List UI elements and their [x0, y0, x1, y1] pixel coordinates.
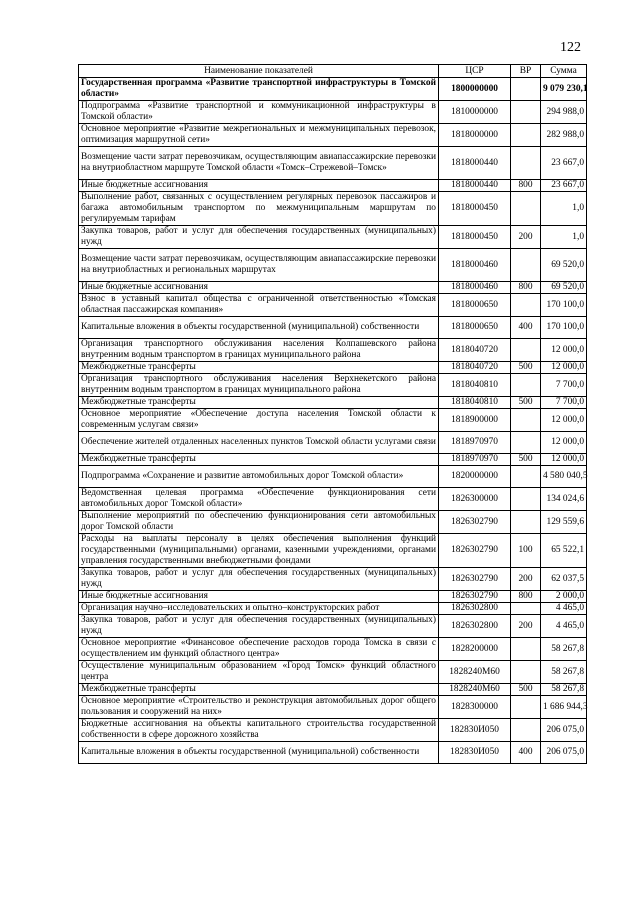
cell-code: 1818000460 [439, 282, 511, 294]
table-row [79, 294, 587, 317]
cell-code: 1818040810 [439, 397, 511, 409]
cell-code: 1818040720 [439, 339, 511, 362]
cell-vr [511, 294, 541, 317]
cell-vr [511, 432, 541, 454]
cell-sum: 12 000,0 [541, 339, 587, 362]
table-row [79, 661, 587, 684]
cell-code: 1826302790 [439, 511, 511, 534]
table-row [79, 226, 587, 249]
table-row [79, 432, 587, 454]
cell-vr [511, 511, 541, 534]
header-name: Наименование показателей [79, 65, 439, 78]
cell-code: 1820000000 [439, 466, 511, 488]
cell-name: Основное мероприятие «Развитие межрегиональных и межмуниципальных перевозок, оптимизация маршрутной сети» [79, 124, 439, 147]
cell-sum: 4 465,0 [541, 615, 587, 638]
cell-name: Взнос в уставный капитал общества с ограниченной ответственностью «Томская областная пассажирская компания» [79, 294, 439, 317]
cell-sum: 23 667,0 [541, 180, 587, 192]
cell-code: 1828200000 [439, 638, 511, 661]
cell-name: Организация транспортного обслуживания населения Верхнекетского района внутренним водным транспортом в границах муниципального района [79, 374, 439, 397]
cell-vr [511, 696, 541, 719]
cell-sum: 134 024,6 [541, 488, 587, 511]
cell-sum: 1,0 [541, 226, 587, 249]
table-row [79, 147, 587, 180]
cell-sum: 62 037,5 [541, 568, 587, 591]
cell-name: Иные бюджетные ассигнования [79, 282, 439, 294]
cell-vr: 500 [511, 454, 541, 466]
table-row [79, 591, 587, 603]
table-row [79, 409, 587, 432]
cell-name: Закупка товаров, работ и услуг для обеспечения государственных (муниципальных) нужд [79, 615, 439, 638]
table-row [79, 282, 587, 294]
table-row [79, 568, 587, 591]
cell-name: Закупка товаров, работ и услуг для обеспечения государственных (муниципальных) нужд [79, 568, 439, 591]
cell-vr [511, 603, 541, 615]
cell-sum: 170 100,0 [541, 317, 587, 339]
cell-code: 1818970970 [439, 432, 511, 454]
cell-vr [511, 638, 541, 661]
cell-name: Подпрограмма «Развитие транспортной и коммуникационной инфраструктуры в Томской области» [79, 101, 439, 124]
cell-code: 1810000000 [439, 101, 511, 124]
cell-code: 1818000450 [439, 192, 511, 226]
table-row [79, 742, 587, 764]
cell-vr: 200 [511, 568, 541, 591]
table-body [79, 78, 587, 764]
cell-code: 1818970970 [439, 454, 511, 466]
cell-name: Межбюджетные трансферты [79, 684, 439, 696]
cell-vr [511, 78, 541, 101]
cell-code: 1818000440 [439, 147, 511, 180]
cell-vr [511, 101, 541, 124]
cell-sum: 1 686 944,3 [541, 696, 587, 719]
cell-name: Иные бюджетные ассигнования [79, 591, 439, 603]
cell-code: 1828240М60 [439, 661, 511, 684]
cell-vr [511, 719, 541, 742]
cell-sum: 58 267,8 [541, 684, 587, 696]
header-vr: ВР [511, 65, 541, 78]
cell-sum: 9 079 230,1 [541, 78, 587, 101]
header-code: ЦСР [439, 65, 511, 78]
cell-vr: 800 [511, 282, 541, 294]
cell-sum: 12 000,0 [541, 432, 587, 454]
table-row [79, 488, 587, 511]
cell-sum: 12 000,0 [541, 409, 587, 432]
table-row [79, 362, 587, 374]
cell-sum: 206 075,0 [541, 742, 587, 764]
table-row [79, 397, 587, 409]
cell-sum: 206 075,0 [541, 719, 587, 742]
cell-vr [511, 147, 541, 180]
cell-vr: 400 [511, 742, 541, 764]
cell-vr [511, 124, 541, 147]
cell-name: Межбюджетные трансферты [79, 454, 439, 466]
cell-sum: 69 520,0 [541, 282, 587, 294]
table-row [79, 101, 587, 124]
table-row [79, 124, 587, 147]
cell-name: Организация транспортного обслуживания населения Колпашевского района внутренним водным транспортом в границах муниципального района [79, 339, 439, 362]
cell-sum: 69 520,0 [541, 249, 587, 282]
cell-sum: 12 000,0 [541, 362, 587, 374]
cell-code: 1828240М60 [439, 684, 511, 696]
table-row [79, 339, 587, 362]
cell-sum: 129 559,6 [541, 511, 587, 534]
cell-vr: 200 [511, 615, 541, 638]
cell-name: Выполнение мероприятий по обеспечению функционирования сети автомобильных дорог Томской области [79, 511, 439, 534]
cell-name: Капитальные вложения в объекты государственной (муниципальной) собственности [79, 317, 439, 339]
table-row [79, 454, 587, 466]
table-row [79, 317, 587, 339]
cell-name: Ведомственная целевая программа «Обеспечение функционирования сети автомобильных дорог Томской области» [79, 488, 439, 511]
cell-sum: 23 667,0 [541, 147, 587, 180]
cell-code: 1828300000 [439, 696, 511, 719]
cell-code: 1818000650 [439, 317, 511, 339]
cell-name: Иные бюджетные ассигнования [79, 180, 439, 192]
cell-name: Основное мероприятие «Строительство и реконструкция автомобильных дорог общего пользования и сооружений на них» [79, 696, 439, 719]
cell-code: 182830И050 [439, 742, 511, 764]
cell-sum: 1,0 [541, 192, 587, 226]
cell-name: Организация научно–исследовательских и опытно–конструкторских работ [79, 603, 439, 615]
cell-name: Закупка товаров, работ и услуг для обеспечения государственных (муниципальных) нужд [79, 226, 439, 249]
table-header-row [79, 65, 587, 78]
cell-vr [511, 339, 541, 362]
table-row [79, 180, 587, 192]
cell-vr [511, 466, 541, 488]
table-row [79, 374, 587, 397]
cell-vr: 800 [511, 591, 541, 603]
cell-vr [511, 661, 541, 684]
cell-vr [511, 374, 541, 397]
cell-code: 1818000650 [439, 294, 511, 317]
cell-code: 1800000000 [439, 78, 511, 101]
table-row [79, 638, 587, 661]
budget-table [78, 64, 587, 764]
cell-name: Расходы на выплаты персоналу в целях обеспечения выполнения функций государственными (муниципальными) органами, казенными учреждениями, органами управления государственными внебюджетными фондами [79, 534, 439, 568]
cell-vr: 500 [511, 397, 541, 409]
cell-sum: 7 700,0 [541, 397, 587, 409]
cell-vr: 800 [511, 180, 541, 192]
cell-vr: 100 [511, 534, 541, 568]
table-row [79, 511, 587, 534]
cell-code: 182830И050 [439, 719, 511, 742]
cell-code: 1818000460 [439, 249, 511, 282]
cell-code: 1826302790 [439, 591, 511, 603]
cell-name: Межбюджетные трансферты [79, 362, 439, 374]
cell-name: Бюджетные ассигнования на объекты капитального строительства государственной собственности в сфере дорожного хозяйства [79, 719, 439, 742]
cell-name: Выполнение работ, связанных с осуществлением регулярных перевозок пассажиров и багажа автомобильным транспортом по межмуниципальным маршрутам по регулируемым тарифам [79, 192, 439, 226]
table-row [79, 615, 587, 638]
cell-name: Основное мероприятие «Обеспечение доступа населения Томской области к современным услугам связи» [79, 409, 439, 432]
cell-code: 1826302800 [439, 615, 511, 638]
cell-sum: 282 988,0 [541, 124, 587, 147]
cell-sum: 58 267,8 [541, 661, 587, 684]
cell-vr: 500 [511, 684, 541, 696]
cell-name: Подпрограмма «Сохранение и развитие автомобильных дорог Томской области» [79, 466, 439, 488]
cell-sum: 7 700,0 [541, 374, 587, 397]
header-sum: Сумма [541, 65, 587, 78]
cell-vr [511, 192, 541, 226]
page-number: 122 [560, 40, 581, 55]
table-row [79, 719, 587, 742]
cell-vr: 200 [511, 226, 541, 249]
cell-vr: 500 [511, 362, 541, 374]
cell-vr [511, 409, 541, 432]
table-row [79, 603, 587, 615]
cell-code: 1818000000 [439, 124, 511, 147]
cell-name: Капитальные вложения в объекты государственной (муниципальной) собственности [79, 742, 439, 764]
cell-code: 1818900000 [439, 409, 511, 432]
cell-vr [511, 488, 541, 511]
table-row [79, 466, 587, 488]
table-row [79, 249, 587, 282]
cell-code: 1818040720 [439, 362, 511, 374]
cell-sum: 2 000,0 [541, 591, 587, 603]
cell-code: 1818040810 [439, 374, 511, 397]
cell-sum: 65 522,1 [541, 534, 587, 568]
cell-code: 1818000440 [439, 180, 511, 192]
cell-sum: 4 465,0 [541, 603, 587, 615]
table-row [79, 684, 587, 696]
cell-name: Основное мероприятие «Финансовое обеспечение расходов города Томска в связи с осуществлением им функций областного центра» [79, 638, 439, 661]
cell-sum: 170 100,0 [541, 294, 587, 317]
cell-sum: 294 988,0 [541, 101, 587, 124]
cell-code: 1826302800 [439, 603, 511, 615]
cell-name: Возмещение части затрат перевозчикам, осуществляющим авиапассажирские перевозки на внутриобластных и региональных маршрутах [79, 249, 439, 282]
cell-code: 1826302790 [439, 534, 511, 568]
cell-sum: 58 267,8 [541, 638, 587, 661]
table-row [79, 192, 587, 226]
cell-name: Межбюджетные трансферты [79, 397, 439, 409]
cell-name: Возмещение части затрат перевозчикам, осуществляющим авиапассажирские перевозки на внутриобластном маршруте Томской области «Томск–Стрежевой–Томск» [79, 147, 439, 180]
cell-vr: 400 [511, 317, 541, 339]
cell-sum: 4 580 040,5 [541, 466, 587, 488]
cell-name: Осуществление муниципальным образованием «Город Томск» функций областного центра [79, 661, 439, 684]
table-row [79, 78, 587, 101]
cell-sum: 12 000,0 [541, 454, 587, 466]
cell-name: Обеспечение жителей отдаленных населенных пунктов Томской области услугами связи [79, 432, 439, 454]
table-row [79, 696, 587, 719]
cell-code: 1818000450 [439, 226, 511, 249]
cell-code: 1826300000 [439, 488, 511, 511]
cell-name: Государственная программа «Развитие транспортной инфраструктуры в Томской области» [79, 78, 439, 101]
cell-code: 1826302790 [439, 568, 511, 591]
table-row [79, 534, 587, 568]
cell-vr [511, 249, 541, 282]
